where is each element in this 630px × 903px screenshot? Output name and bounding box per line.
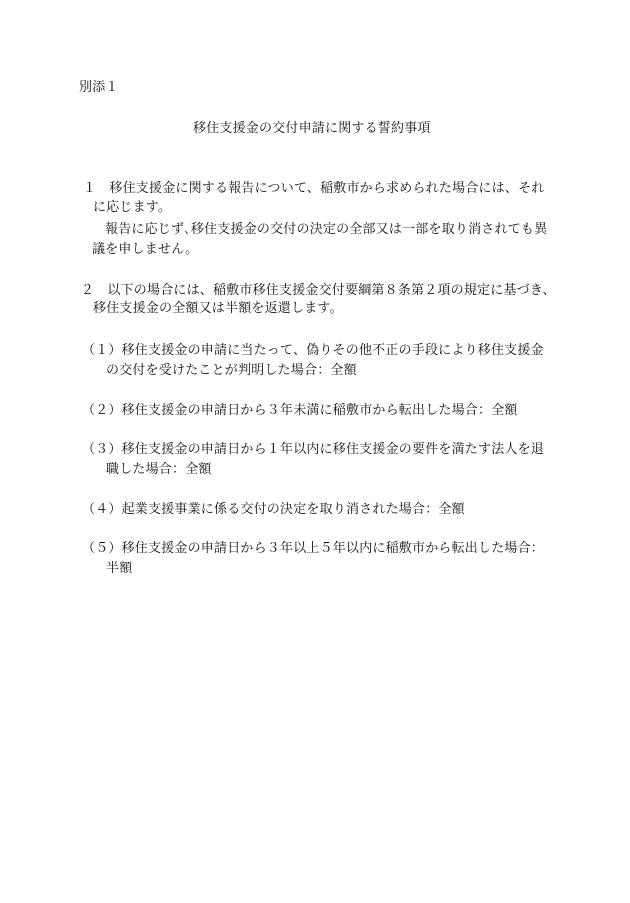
subitem-2-line-1: （２）移住支援金の申請日から３年未満に稲敷市から転出した場合：全額 xyxy=(82,403,518,418)
document-title: 移住支援金の交付申請に関する誓約事項 xyxy=(193,121,431,136)
subitem-5-line-1: （５）移住支援金の申請日から３年以上５年以内に稲敷市から転出した場合： xyxy=(82,541,545,556)
subitem-3-line-1: （３）移住支援金の申請日から１年以内に移住支援金の要件を満たす法人を退 xyxy=(82,442,545,457)
subitem-4-line-1: （４）起業支援事業に係る交付の決定を取り消された場合：全額 xyxy=(82,502,465,517)
item-2-line-2: 移住支援金の全額又は半額を返還します。 xyxy=(93,301,343,316)
subitem-1-line-1: （１）移住支援金の申請に当たって、偽りその他不正の手段により移住支援金 xyxy=(82,343,544,358)
item-1-line-3: 報告に応じず､移住支援金の交付の決定の全部又は一部を取り消されても異 xyxy=(105,222,548,237)
subitem-5-line-2: 半額 xyxy=(106,561,133,576)
item-1-line-2: に応じます。 xyxy=(93,200,172,215)
item-2-line-1: ２ 以下の場合には、稲敷市移住支援金交付要綱第８条第２項の規定に基づき、 xyxy=(81,283,556,298)
subitem-3-line-2: 職した場合：全額 xyxy=(106,462,212,477)
subitem-1-line-2: の交付を受けたことが判明した場合：全額 xyxy=(106,363,357,378)
item-1-line-1: １ 移住支援金に関する報告について、稲敷市から求められた場合には、それ xyxy=(83,181,545,196)
item-1-line-4: 議を申しません。 xyxy=(92,242,199,257)
attachment-label: 別添１ xyxy=(79,80,119,95)
